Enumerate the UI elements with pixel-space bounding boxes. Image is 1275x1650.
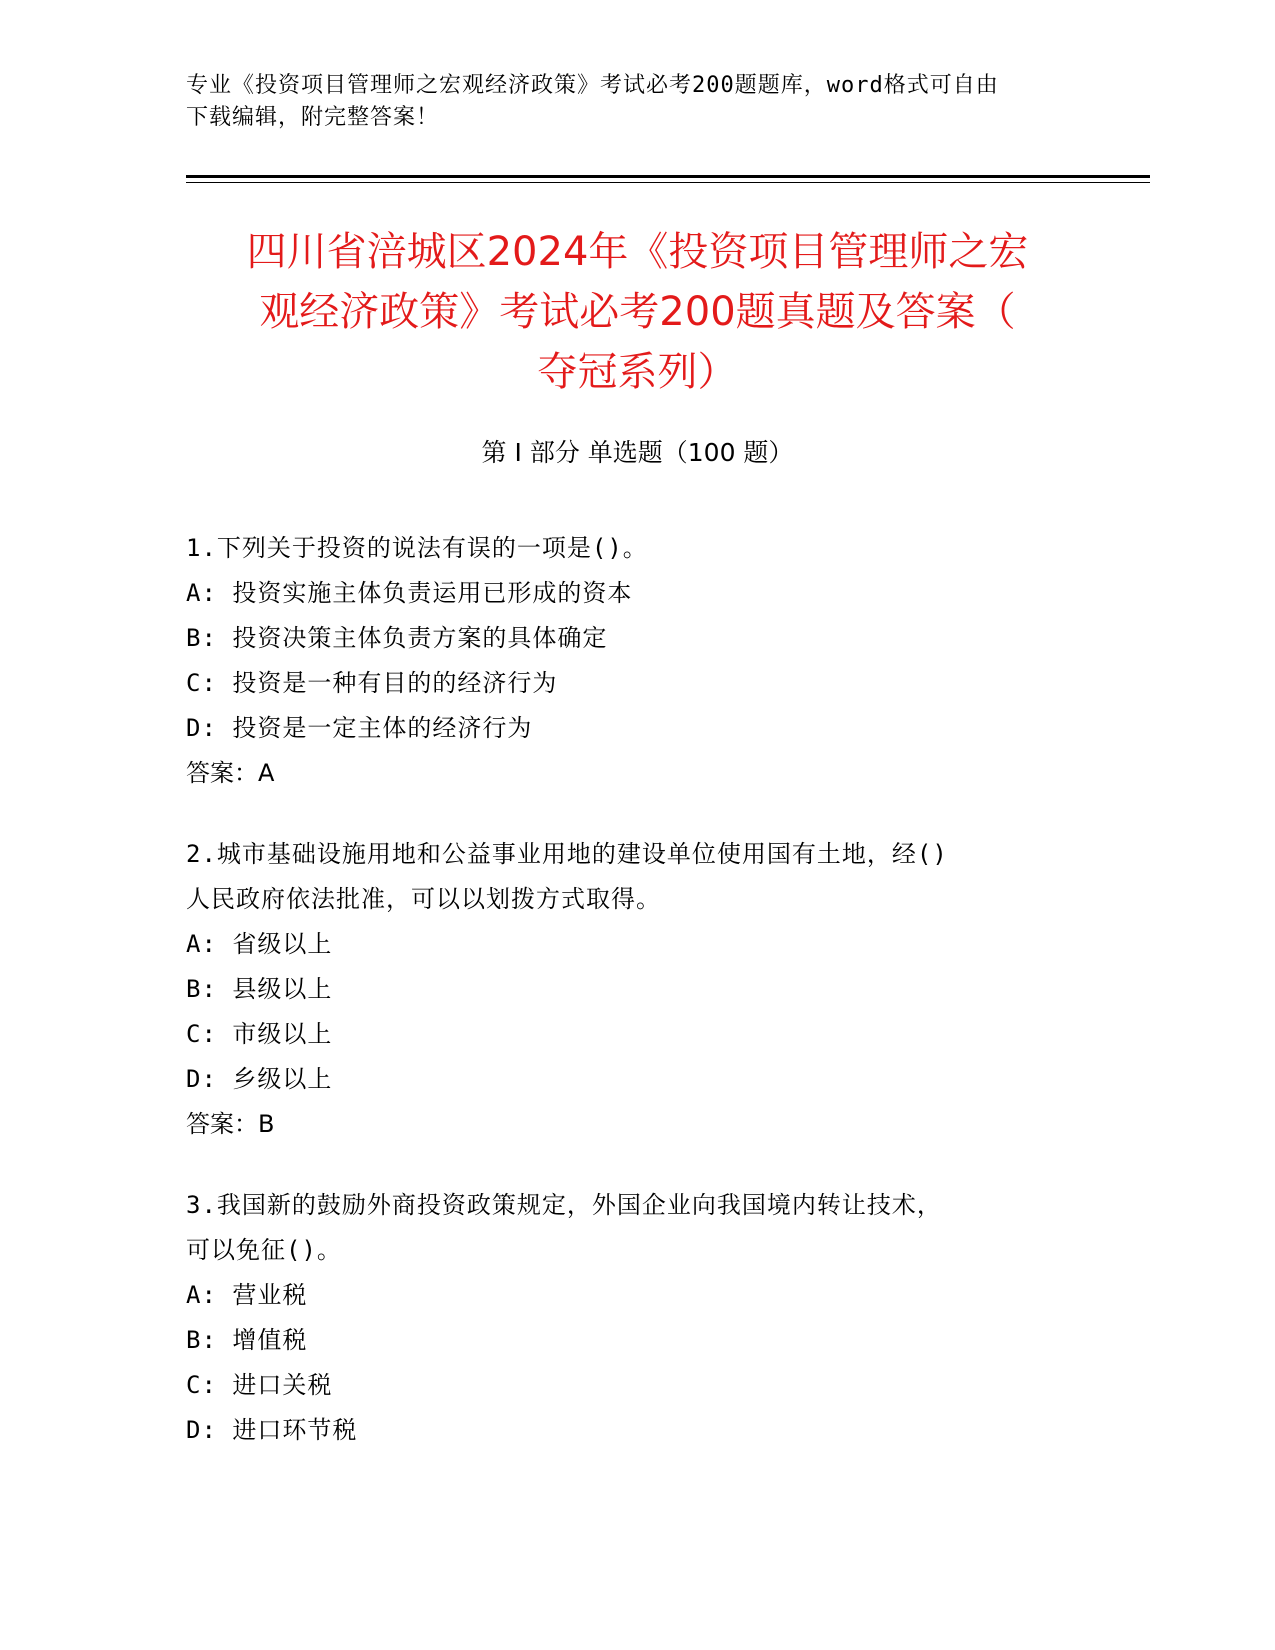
option-a: A: 省级以上 xyxy=(186,930,333,958)
document-title xyxy=(150,222,1125,402)
option-d: D: 进口环节税 xyxy=(186,1416,358,1444)
option-a: A: 投资实施主体负责运用已形成的资本 xyxy=(186,579,633,607)
option-c: C: 投资是一种有目的的经济行为 xyxy=(186,669,558,697)
question-stem-cont: 可以免征()。 xyxy=(186,1236,342,1264)
intro-paragraph xyxy=(186,70,1086,134)
title-line-3: 夺冠系列） xyxy=(537,349,738,395)
question-stem: 3.我国新的鼓励外商投资政策规定，外国企业向我国境内转让技术， xyxy=(186,1191,942,1219)
question-stem: 1.下列关于投资的说法有误的一项是()。 xyxy=(186,534,648,562)
option-d: D: 投资是一定主体的经济行为 xyxy=(186,714,533,742)
title-line-1: 四川省涪城区2024年《投资项目管理师之宏 xyxy=(246,229,1029,275)
option-c: C: 进口关税 xyxy=(186,1371,333,1399)
question-1 xyxy=(186,526,1066,796)
header-rule-thick xyxy=(186,175,1150,178)
section-heading: 第 I 部分 单选题（100 题） xyxy=(481,438,794,467)
question-2 xyxy=(186,832,1066,1147)
question-3 xyxy=(186,1183,1066,1453)
header-rule-thin xyxy=(186,182,1150,183)
answer-label: 答案：B xyxy=(186,1110,275,1138)
question-list xyxy=(186,526,1066,1489)
option-d: D: 乡级以上 xyxy=(186,1065,333,1093)
question-stem: 2.城市基础设施用地和公益事业用地的建设单位使用国有土地，经() xyxy=(186,840,948,868)
option-b: B: 投资决策主体负责方案的具体确定 xyxy=(186,624,608,652)
option-b: B: 县级以上 xyxy=(186,975,333,1003)
question-stem-cont: 人民政府依法批准，可以以划拨方式取得。 xyxy=(186,885,661,913)
title-line-2: 观经济政策》考试必考200题真题及答案（ xyxy=(259,289,1016,335)
intro-line-1: 专业《投资项目管理师之宏观经济政策》考试必考200题题库，word格式可自由 xyxy=(186,73,999,98)
option-a: A: 营业税 xyxy=(186,1281,308,1309)
option-c: C: 市级以上 xyxy=(186,1020,333,1048)
answer-label: 答案：A xyxy=(186,759,275,787)
intro-line-2: 下载编辑，附完整答案！ xyxy=(186,105,440,130)
option-b: B: 增值税 xyxy=(186,1326,308,1354)
